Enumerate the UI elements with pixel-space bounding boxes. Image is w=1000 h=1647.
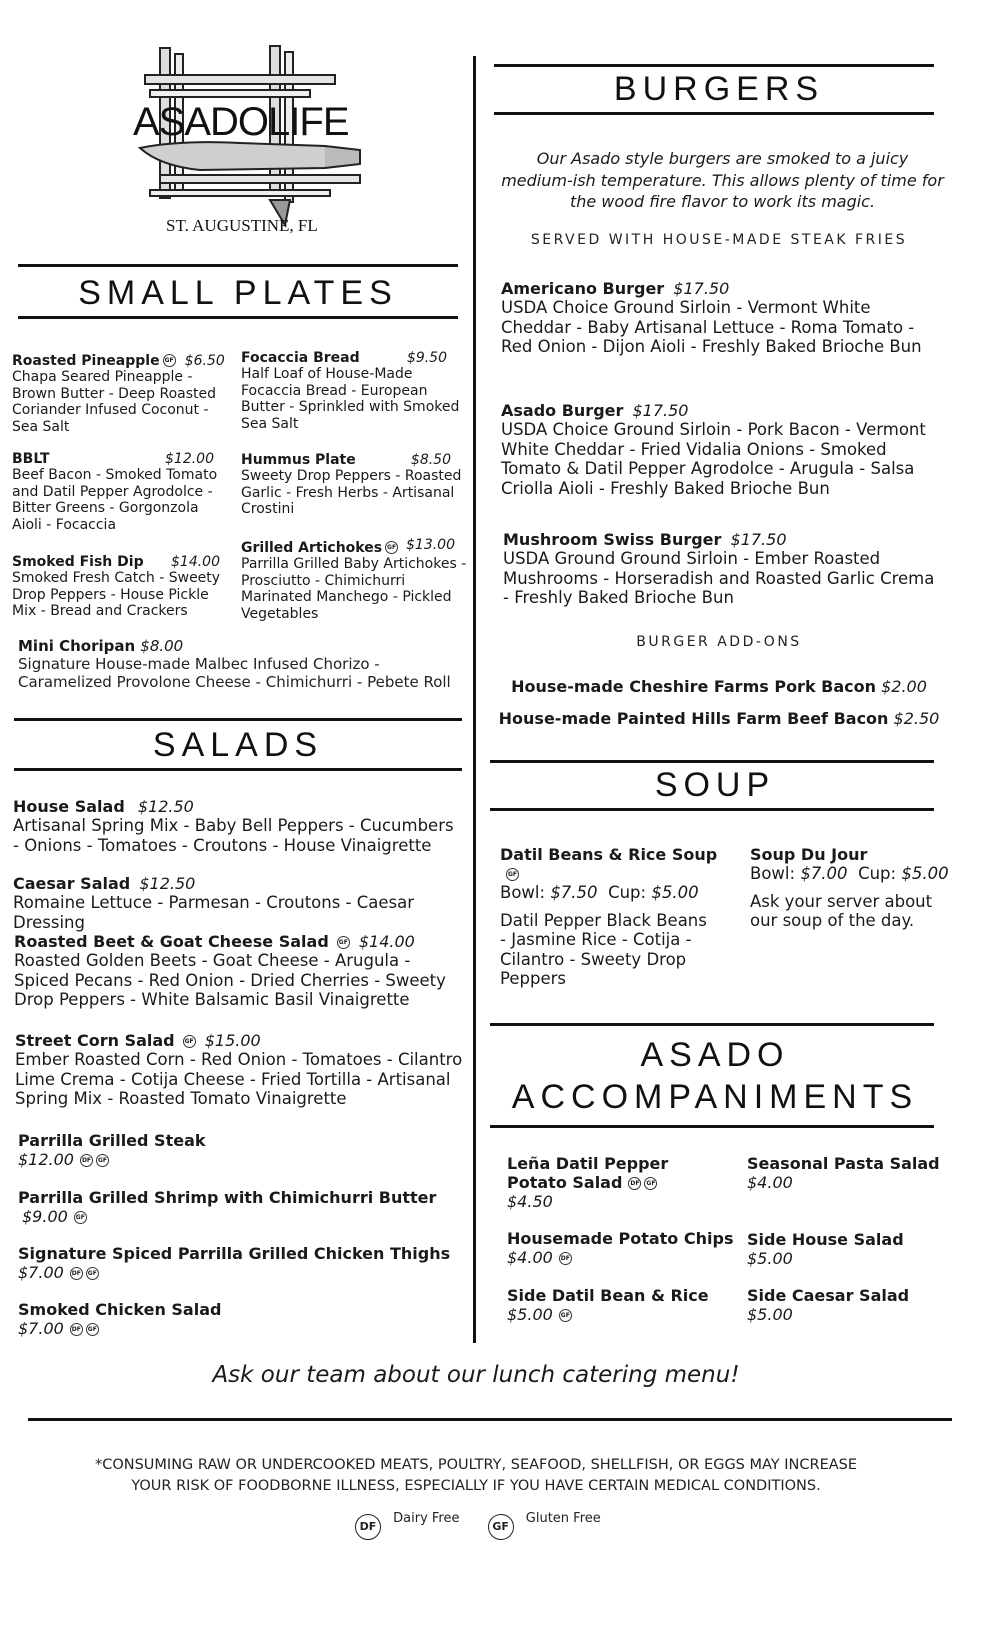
dietary-legend (355, 1511, 655, 1540)
item-price: $8.00 (140, 637, 184, 655)
gluten-free-badge-icon: GF (183, 1035, 196, 1048)
item-description: Artisanal Spring Mix - Baby Bell Peppers - Cucumbers - Onions - Tomatoes - Croutons - House Vinaigrette (13, 816, 454, 855)
gluten-free-badge-icon: GF (337, 936, 350, 949)
burgers-intro: Our Asado style burgers are smoked to a juicy medium-ish temperature. This allows plenty of time for the wood fire flavor to work its magic. (501, 149, 944, 211)
soup-top-rule (490, 760, 934, 763)
footer-rule (28, 1418, 952, 1421)
item-description: Ask your server about our soup of the day. (750, 891, 933, 930)
protein-addon (18, 1131, 468, 1169)
item-price: $17.50 (730, 530, 787, 549)
addon-name: Smoked Chicken Salad (18, 1300, 222, 1319)
gluten-free-badge-icon: GF (86, 1267, 99, 1280)
item-name: Soup Du Jour (750, 845, 868, 864)
item-name: Americano Burger (501, 279, 665, 298)
addon-price: $12.00 (18, 1150, 74, 1169)
item-description: Roasted Golden Beets - Goat Cheese - Arugula - Spiced Pecans - Red Onion - Dried Cherries - Sweety Drop Peppers - White Balsamic Basil Vinaigrette (14, 951, 446, 1009)
protein-addon (18, 1300, 468, 1338)
gluten-free-badge-icon: GF (559, 1309, 572, 1322)
addon-price: $9.00 (22, 1207, 68, 1226)
item-price: $13.00 (406, 537, 455, 553)
dairy-free-badge-icon: DF (70, 1323, 83, 1336)
cup-label: Cup: (608, 883, 647, 902)
soup-title: SOUP (654, 766, 776, 804)
addon-price: $2.50 (893, 709, 940, 728)
gluten-free-badge-icon: GF (74, 1211, 87, 1224)
item-name: Asado Burger (501, 401, 624, 420)
item-description: Romaine Lettuce - Parmesan - Croutons - Caesar Dressing (13, 893, 415, 932)
item-price: $8.50 (410, 452, 451, 468)
addon-price: $2.00 (881, 677, 927, 696)
gluten-free-badge-icon: GF (163, 354, 176, 367)
item-description: USDA Choice Ground Sirloin - Pork Bacon - Vermont White Cheddar - Fried Vidalia Onions - Smoked Tomato & Datil Pepper Agrodolce - Arugula - Salsa Criolla Aioli - Freshly Baked Brioche Bun (501, 420, 926, 498)
item-name: Hummus Plate (241, 452, 356, 468)
logo-location: ST. AUGUSTINE, FL (166, 216, 318, 235)
health-warning-line2: YOUR RISK OF FOODBORNE ILLNESS, ESPECIALLY IF YOU HAVE CERTAIN MEDICAL CONDITIONS. (131, 1478, 821, 1494)
accompaniment-item (507, 1286, 737, 1324)
health-warning (0, 1455, 952, 1497)
item-name: Seasonal Pasta Salad (747, 1154, 940, 1173)
gluten-free-legend-label: Gluten Free (525, 1511, 601, 1526)
item-name: Housemade Potato Chips (507, 1229, 734, 1248)
item-name: BBLT (12, 451, 50, 467)
accompaniments-title-line2: ACCOMPANIMENTS (511, 1078, 919, 1116)
menu-item (12, 350, 230, 435)
accompaniments-title-line1: ASADO (640, 1036, 790, 1074)
addon-name: Parrilla Grilled Steak (18, 1131, 206, 1150)
accompaniment-item (747, 1230, 947, 1268)
small-plates-top-rule (18, 264, 458, 267)
item-price: $6.50 (184, 353, 225, 369)
item-price: $17.50 (632, 401, 689, 420)
gluten-free-badge-icon: GF (385, 541, 398, 554)
served-with-note: SERVED WITH HOUSE-MADE STEAK FRIES (530, 232, 908, 248)
soup-item (750, 845, 950, 931)
item-name: Focaccia Bread (241, 350, 360, 366)
item-description: Sweety Drop Peppers - Roasted Garlic - Fresh Herbs - Artisanal Crostini (241, 468, 462, 517)
gluten-free-legend-icon: GF (488, 1514, 514, 1540)
soup-prices (500, 883, 730, 903)
gluten-free-badge-icon: GF (644, 1177, 657, 1190)
addon-name: House-made Painted Hills Farm Beef Bacon (498, 709, 889, 728)
bowl-label: Bowl: (500, 883, 546, 902)
salad-item (15, 1031, 465, 1109)
salad-item (14, 932, 464, 1010)
soup-prices (750, 864, 950, 884)
dairy-free-legend-label: Dairy Free (393, 1511, 460, 1526)
item-name: House Salad (13, 797, 125, 816)
item-name: Smoked Fish Dip (12, 554, 144, 570)
bowl-price: $7.50 (550, 883, 598, 902)
item-name: Mini Choripan (18, 637, 136, 655)
logo-wordmark: ASADOLIFE (133, 100, 349, 144)
dairy-free-badge-icon: DF (80, 1154, 93, 1167)
small-plates-bottom-rule (18, 316, 458, 319)
gluten-free-badge-icon: GF (86, 1323, 99, 1336)
item-name: Side Caesar Salad (747, 1286, 910, 1305)
item-description: Smoked Fresh Catch - Sweety Drop Peppers - House Pickle Mix - Bread and Crackers (12, 570, 221, 619)
item-name: Side Datil Bean & Rice (507, 1286, 709, 1305)
soup-bottom-rule (490, 808, 934, 811)
burger-item (503, 530, 943, 608)
item-price: $12.00 (165, 451, 214, 467)
item-price: $14.00 (171, 554, 220, 570)
item-price: $9.50 (406, 350, 447, 366)
addon-name: Parrilla Grilled Shrimp with Chimichurri Butter (18, 1188, 437, 1207)
accompaniment-item (507, 1229, 737, 1267)
item-name: Datil Beans & Rice Soup (500, 845, 718, 864)
gluten-free-badge-icon: GF (506, 868, 519, 881)
menu-item (241, 452, 465, 518)
menu-item (12, 451, 230, 533)
catering-note: Ask our team about our lunch catering menu! (212, 1362, 740, 1388)
item-price: $12.50 (137, 797, 194, 816)
item-name: Mushroom Swiss Burger (503, 530, 722, 549)
item-description: Datil Pepper Black Beans - Jasmine Rice - Cotija - Cilantro - Sweety Drop Peppers (500, 910, 707, 988)
dairy-free-badge-icon: DF (559, 1252, 572, 1265)
item-price: $15.00 (204, 1031, 261, 1050)
dairy-free-legend-icon: DF (355, 1514, 381, 1540)
health-warning-line1: *CONSUMING RAW OR UNDERCOOKED MEATS, POULTRY, SEAFOOD, SHELLFISH, OR EGGS MAY INCREASE (94, 1457, 858, 1473)
salad-item (13, 797, 463, 855)
item-description: Beef Bacon - Smoked Tomato and Datil Pepper Agrodolce - Bitter Greens - Gorgonzola Aioli - Focaccia (12, 467, 218, 533)
burger-addon (494, 677, 944, 696)
item-price: $14.00 (358, 932, 415, 951)
accompaniment-item (747, 1154, 947, 1192)
item-description: USDA Choice Ground Sirloin - Vermont White Cheddar - Baby Artisanal Lettuce - Roma Tomato - Red Onion - Dijon Aioli - Freshly Baked Brioche Bun (501, 298, 922, 356)
burgers-bottom-rule (494, 112, 934, 115)
item-price: $12.50 (139, 874, 196, 893)
item-price: $5.00 (507, 1305, 553, 1324)
menu-item (241, 350, 465, 432)
dairy-free-badge-icon: DF (628, 1177, 641, 1190)
small-plates-title: SMALL PLATES (78, 274, 398, 312)
item-price: $5.00 (747, 1249, 793, 1268)
item-description: Signature House-made Malbec Infused Chorizo - Caramelized Provolone Cheese - Chimichurri - Pebete Roll (18, 655, 451, 691)
item-description: Chapa Seared Pineapple - Brown Butter - Deep Roasted Coriander Infused Coconut - Sea Salt (12, 369, 217, 435)
cup-price: $5.00 (651, 883, 699, 902)
addon-price: $7.00 (18, 1263, 64, 1282)
burger-addons-title: BURGER ADD-ONS (636, 634, 802, 650)
bowl-price: $7.00 (800, 864, 848, 883)
soup-item (500, 845, 730, 989)
item-price: $4.00 (507, 1248, 553, 1267)
cup-price: $5.00 (901, 864, 949, 883)
item-name: Caesar Salad (13, 874, 131, 893)
accompaniment-item (507, 1154, 687, 1211)
accompaniment-item (747, 1286, 947, 1324)
salads-title: SALADS (152, 726, 324, 764)
menu-item (18, 636, 458, 691)
item-price: $4.00 (747, 1173, 793, 1192)
item-description: USDA Ground Ground Sirloin - Ember Roasted Mushrooms - Horseradish and Roasted Garlic Crema - Freshly Baked Brioche Bun (503, 549, 935, 607)
menu-item (12, 554, 230, 620)
item-name: Roasted Pineapple (12, 353, 160, 369)
addon-price: $7.00 (18, 1319, 64, 1338)
item-name: Side House Salad (747, 1230, 904, 1249)
protein-addon (18, 1244, 468, 1282)
item-name: Street Corn Salad (15, 1031, 175, 1050)
burger-addon (494, 709, 944, 728)
menu-item (241, 537, 467, 622)
item-description: Ember Roasted Corn - Red Onion - Tomatoes - Cilantro Lime Crema - Cotija Cheese - Fried Tortilla - Artisanal Spring Mix - Roasted Tomato Vinaigrette (15, 1050, 463, 1108)
addon-name: Signature Spiced Parrilla Grilled Chicken Thighs (18, 1244, 451, 1263)
item-description: Parrilla Grilled Baby Artichokes - Prosciutto - Chimichurri Marinated Manchego - Pickled Vegetables (241, 556, 467, 622)
burgers-top-rule (494, 64, 934, 67)
salad-item (13, 874, 463, 932)
cup-label: Cup: (858, 864, 897, 883)
protein-addon (18, 1188, 468, 1226)
salads-bottom-rule (14, 768, 462, 771)
bowl-label: Bowl: (750, 864, 796, 883)
burgers-title: BURGERS (613, 70, 825, 108)
gluten-free-badge-icon: GF (96, 1154, 109, 1167)
item-price: $5.00 (747, 1305, 793, 1324)
item-price: $17.50 (673, 279, 730, 298)
item-name: Leña Datil Pepper Potato Salad DF GF (507, 1154, 669, 1192)
item-description: Half Loaf of House-Made Focaccia Bread - European Butter - Sprinkled with Smoked Sea Salt (241, 366, 460, 432)
accompaniments-bottom-rule (490, 1125, 934, 1128)
salads-top-rule (14, 718, 462, 721)
item-name: Roasted Beet & Goat Cheese Salad (14, 932, 329, 951)
dairy-free-badge-icon: DF (70, 1267, 83, 1280)
item-price: $4.50 (507, 1192, 553, 1211)
addon-name: House-made Cheshire Farms Pork Bacon (511, 677, 877, 696)
item-name: Grilled Artichokes (241, 540, 383, 556)
accompaniments-top-rule (490, 1023, 934, 1026)
burger-item (501, 279, 941, 357)
column-divider (473, 56, 476, 1343)
burger-item (501, 401, 941, 498)
